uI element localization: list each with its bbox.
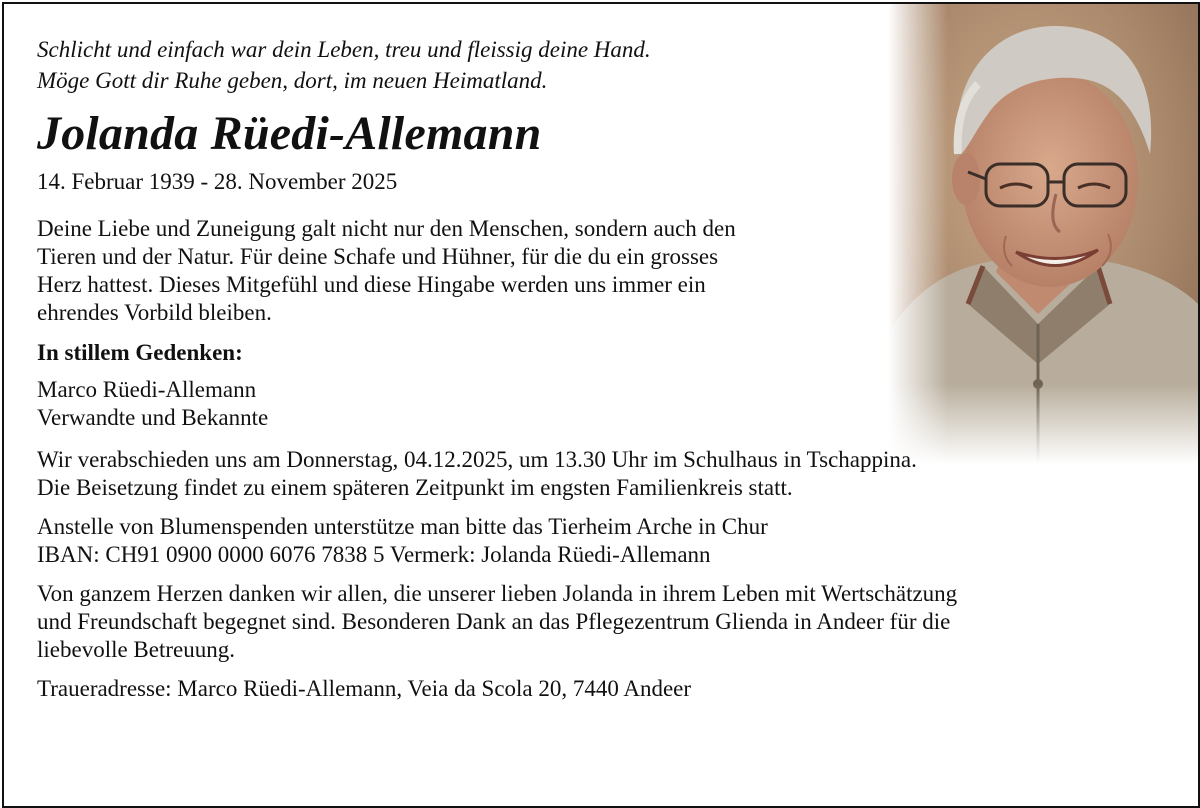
- tribute-line: ehrendes Vorbild bleiben.: [37, 300, 272, 325]
- mourners-list: [37, 376, 1198, 432]
- tribute-paragraph: [37, 215, 857, 327]
- verse-line: Schlicht und einfach war dein Leben, treu und fleissig deine Hand.: [37, 37, 651, 62]
- mourning-address: Traueradresse: Marco Rüedi-Allemann, Veia da Scola 20, 7440 Andeer: [37, 676, 692, 701]
- verse-line: Möge Gott dir Ruhe geben, dort, im neuen Heimatland.: [37, 68, 548, 93]
- obituary-card: [2, 2, 1200, 808]
- tribute-line: Herz hattest. Dieses Mitgefühl und diese Hingabe werden uns immer ein: [37, 272, 706, 297]
- memorial-verse: [37, 34, 1198, 96]
- donation-notice: [37, 513, 1198, 569]
- mourner-name: Verwandte und Bekannte: [37, 405, 269, 430]
- thanks-line: liebevolle Betreuung.: [37, 637, 235, 662]
- mourning-heading: In stillem Gedenken:: [37, 340, 243, 365]
- farewell-line: Die Beisetzung findet zu einem späteren Zeitpunkt im engsten Familienkreis statt.: [37, 475, 793, 500]
- farewell-line: Wir verabschieden uns am Donnerstag, 04.12.2025, um 13.30 Uhr im Schulhaus in Tschappina.: [37, 447, 917, 472]
- tribute-line: Deine Liebe und Zuneigung galt nicht nur den Menschen, sondern auch den: [37, 216, 736, 241]
- donation-line: Anstelle von Blumenspenden unterstütze man bitte das Tierheim Arche in Chur: [37, 514, 768, 539]
- mourner-name: Marco Rüedi-Allemann: [37, 377, 257, 402]
- thanks-line: und Freundschaft begegnet sind. Besonderen Dank an das Pflegezentrum Glienda in Andeer für die: [37, 609, 951, 634]
- thanks-line: Von ganzem Herzen danken wir allen, die unserer lieben Jolanda in ihrem Leben mit Wertschätzung: [37, 581, 958, 606]
- thanks-paragraph: [37, 580, 1147, 664]
- donation-iban: IBAN: CH91 0900 0000 6076 7838 5 Vermerk: Jolanda Rüedi-Allemann: [37, 542, 711, 567]
- obituary-text: [37, 34, 1198, 703]
- tribute-line: Tieren und der Natur. Für deine Schafe und Hühner, für die du ein grosses: [37, 244, 719, 269]
- life-dates: 14. Februar 1939 - 28. November 2025: [37, 169, 398, 194]
- farewell-notice: [37, 446, 1198, 502]
- deceased-name: Jolanda Rüedi-Allemann: [37, 107, 542, 160]
